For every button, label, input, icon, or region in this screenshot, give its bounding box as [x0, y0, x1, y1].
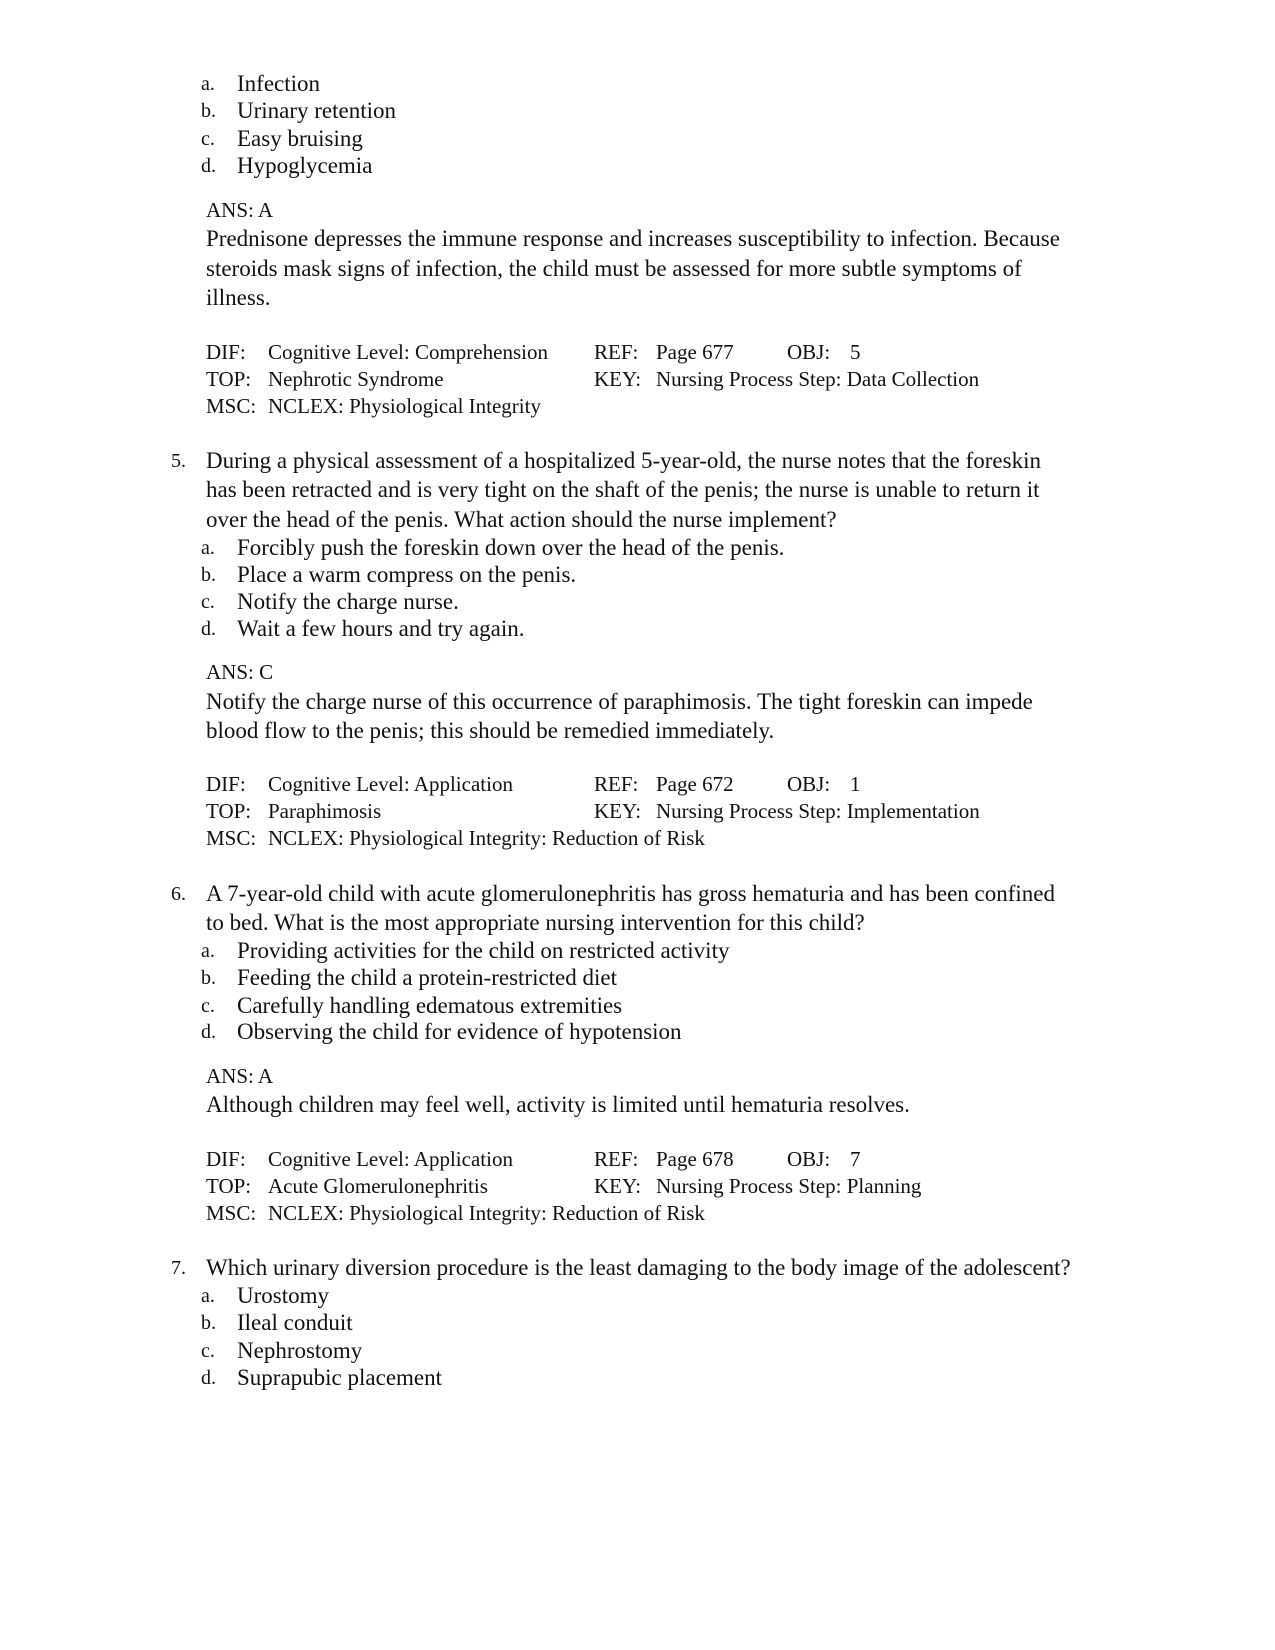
option-letter: a. [201, 537, 215, 559]
key-label: KEY: [594, 1174, 642, 1198]
rationale-line: illness. [206, 285, 271, 310]
option-letter: c. [201, 591, 215, 613]
option-text: Infection [237, 71, 321, 96]
option-text: Forcibly push the foreskin down over the head of the penis. [237, 535, 785, 560]
option-text: Feeding the child a protein-restricted diet [237, 965, 618, 990]
key-label: KEY: [594, 799, 642, 823]
ref-value: Page 677 [656, 340, 734, 364]
option-text: Place a warm compress on the penis. [237, 562, 577, 587]
obj-label: OBJ: [787, 772, 831, 796]
option-letter: c. [201, 1340, 215, 1362]
rationale-line: Although children may feel well, activity is limited until hematuria resolves. [206, 1092, 910, 1117]
option-text: Providing activities for the child on restricted activity [237, 938, 730, 963]
option-letter: d. [201, 618, 216, 640]
key-value: Nursing Process Step: Planning [656, 1174, 922, 1198]
key-label: KEY: [594, 367, 642, 391]
ref-label: REF: [594, 1147, 639, 1171]
option-text: Wait a few hours and try again. [237, 616, 525, 641]
key-value: Nursing Process Step: Data Collection [656, 367, 980, 391]
stem-line: During a physical assessment of a hospitalized 5-year-old, the nurse notes that the foreskin [206, 448, 1041, 473]
ref-label: REF: [594, 772, 639, 796]
option-text: Notify the charge nurse. [237, 589, 459, 614]
top-value: Paraphimosis [268, 799, 382, 823]
msc-label: MSC: [206, 826, 257, 850]
stem-line: A 7-year-old child with acute glomerulonephritis has gross hematuria and has been confined [206, 881, 1056, 906]
dif-value: Cognitive Level: Application [268, 772, 513, 796]
top-label: TOP: [206, 367, 252, 391]
rationale-line: steroids mask signs of infection, the child must be assessed for more subtle symptoms of [206, 256, 1022, 281]
key-value: Nursing Process Step: Implementation [656, 799, 980, 823]
answer-line: ANS: C [206, 660, 274, 684]
question-number: 7. [171, 1257, 186, 1279]
obj-value: 7 [850, 1147, 861, 1171]
rationale-line: Notify the charge nurse of this occurrence of paraphimosis. The tight foreskin can impede [206, 689, 1033, 714]
msc-label: MSC: [206, 1201, 257, 1225]
question-number: 5. [171, 450, 186, 472]
top-label: TOP: [206, 1174, 252, 1198]
obj-label: OBJ: [787, 1147, 831, 1171]
dif-label: DIF: [206, 340, 246, 364]
stem-line: to bed. What is the most appropriate nursing intervention for this child? [206, 910, 865, 935]
ref-label: REF: [594, 340, 639, 364]
option-letter: b. [201, 967, 216, 989]
option-text: Suprapubic placement [237, 1365, 443, 1390]
stem-line: over the head of the penis. What action should the nurse implement? [206, 507, 837, 532]
option-letter: d. [201, 155, 216, 177]
dif-label: DIF: [206, 772, 246, 796]
option-text: Easy bruising [237, 126, 363, 151]
obj-value: 5 [850, 340, 861, 364]
option-text: Urostomy [237, 1283, 329, 1308]
answer-line: ANS: A [206, 1064, 274, 1088]
dif-value: Cognitive Level: Comprehension [268, 340, 548, 364]
obj-value: 1 [850, 772, 861, 796]
option-letter: b. [201, 1312, 216, 1334]
option-letter: a. [201, 1285, 215, 1307]
answer-line: ANS: A [206, 198, 274, 222]
msc-value: NCLEX: Physiological Integrity: Reduction of Risk [268, 826, 705, 850]
option-text: Carefully handling edematous extremities [237, 993, 623, 1018]
ref-value: Page 678 [656, 1147, 734, 1171]
option-letter: d. [201, 1367, 216, 1389]
question-number: 6. [171, 883, 186, 905]
msc-value: NCLEX: Physiological Integrity [268, 394, 541, 418]
option-text: Ileal conduit [237, 1310, 353, 1335]
option-letter: c. [201, 995, 215, 1017]
top-label: TOP: [206, 799, 252, 823]
ref-value: Page 672 [656, 772, 734, 796]
option-letter: a. [201, 73, 215, 95]
dif-label: DIF: [206, 1147, 246, 1171]
option-text: Nephrostomy [237, 1338, 363, 1363]
option-letter: d. [201, 1021, 216, 1043]
option-text: Observing the child for evidence of hypotension [237, 1019, 682, 1044]
option-text: Urinary retention [237, 98, 397, 123]
stem-line: has been retracted and is very tight on the shaft of the penis; the nurse is unable to return it [206, 477, 1040, 502]
obj-label: OBJ: [787, 340, 831, 364]
option-letter: a. [201, 940, 215, 962]
rationale-line: Prednisone depresses the immune response and increases susceptibility to infection. Because [206, 226, 1060, 251]
msc-label: MSC: [206, 394, 257, 418]
stem-line: Which urinary diversion procedure is the least damaging to the body image of the adolescent? [206, 1255, 1071, 1280]
dif-value: Cognitive Level: Application [268, 1147, 513, 1171]
top-value: Nephrotic Syndrome [268, 367, 444, 391]
option-text: Hypoglycemia [237, 153, 373, 178]
option-letter: c. [201, 128, 215, 150]
option-letter: b. [201, 564, 216, 586]
top-value: Acute Glomerulonephritis [268, 1174, 488, 1198]
msc-value: NCLEX: Physiological Integrity: Reduction of Risk [268, 1201, 705, 1225]
rationale-line: blood flow to the penis; this should be remedied immediately. [206, 718, 775, 743]
option-letter: b. [201, 100, 216, 122]
